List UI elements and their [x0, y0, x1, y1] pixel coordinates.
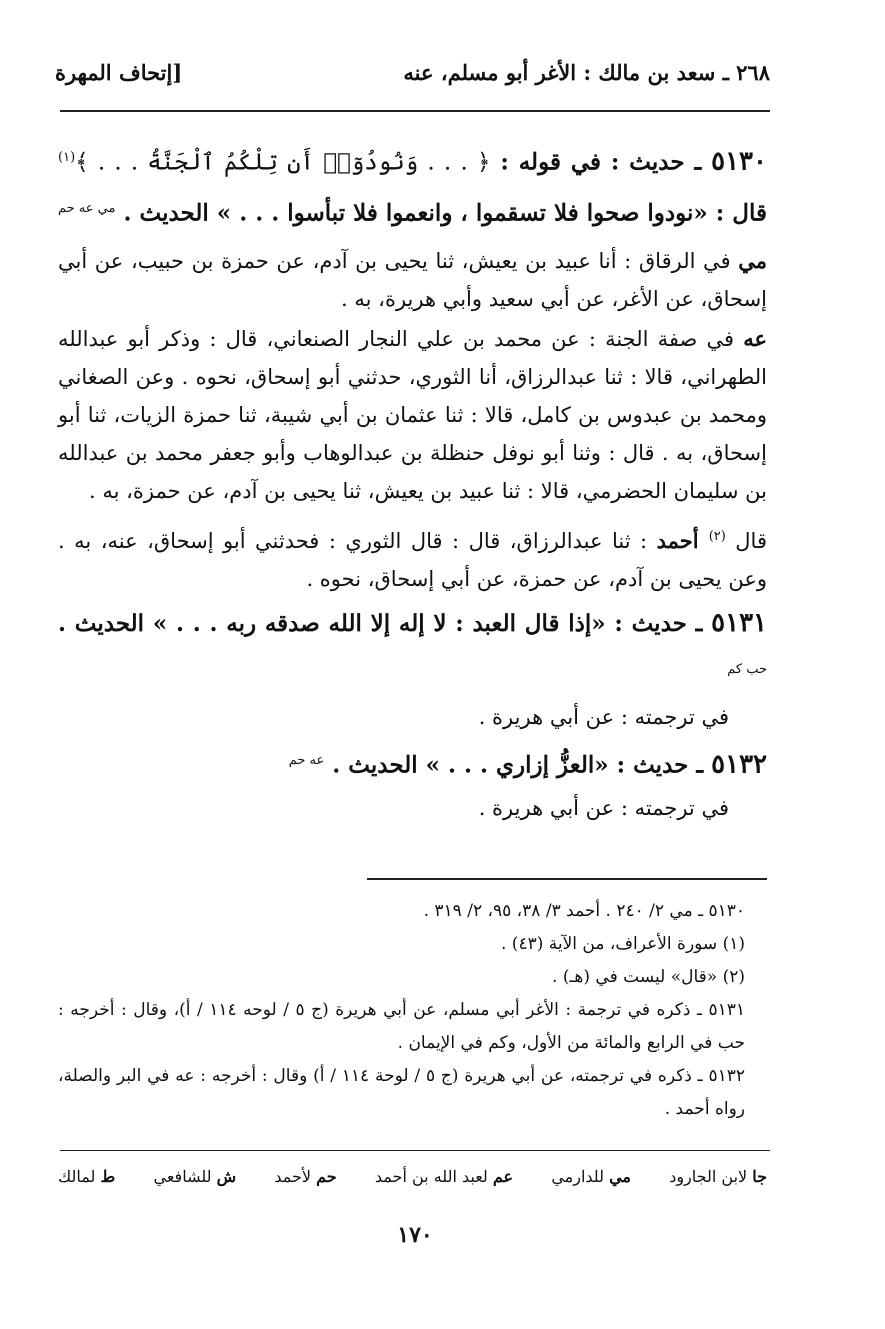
legend-code: حم [316, 1167, 337, 1186]
legend-label: لعبد الله بن أحمد [374, 1167, 493, 1186]
source-code: عه [743, 326, 767, 352]
paragraph-abu-awana [58, 320, 767, 510]
hadith-number: ٥١٣١ [711, 608, 767, 639]
main-text [58, 135, 767, 829]
source-sigla: عه حم [288, 752, 325, 768]
header-book-title: [إتحاف المهرة [55, 60, 183, 85]
hadith-number: ٥١٣٢ [711, 749, 767, 780]
paragraph-text: في صفة الجنة : عن محمد بن علي النجار الصنعاني، قال : وذكر أبو عبدالله الطهراني، قالا : ثنا عبدالرزاق، أنا الثوري، حدثني أبو إسحاق، نحوه . وعن الصغاني ومحمد بن عبدوس بن كامل، قالا : ثنا عثمان بن أبي شيبة، ثنا حمزة الزيات، ثنا أبو إسحاق، به . قال : وثنا أبو نوفل حنظلة بن عبدالوهاب وأبو جعفر محمد بن عبدالله بن سليمان الحضرمي، قالا : ثنا عبيد بن يعيش، ثنا يحيى بن آدم، عن حمزة، به . [58, 327, 767, 504]
page-number: ١٧٠ [397, 1222, 433, 1248]
paragraph-ahmad [58, 518, 767, 598]
legend-label: للدارمي [551, 1167, 610, 1186]
hadith-lead: ـ حديث : في قوله : [490, 148, 712, 176]
abbreviation-legend [58, 1167, 767, 1186]
legend-label: لأحمد [274, 1167, 317, 1186]
paragraph-text: في ترجمته : عن أبي هريرة . [478, 795, 729, 820]
hadith-text: ـ حديث : «العزُّ إزاري . . . » الحديث . [332, 751, 712, 779]
hadith-number: ٥١٣٠ [711, 146, 767, 177]
source-sigla: مي عه حم [57, 200, 116, 216]
legend-item [375, 1167, 513, 1186]
hadith-text: قال : «نودوا صحوا فلا تسقموا ، وانعموا فلا تبأسوا . . . » الحديث . [123, 199, 767, 227]
paragraph-text: : ثنا عبدالرزاق، قال : قال الثوري : فحدثني أبو إسحاق، عنه، به . وعن يحيى بن آدم، عن حمزة، عن أبي إسحاق، نحوه . [58, 529, 767, 592]
legend-item [551, 1167, 631, 1186]
legend-label: لابن الجارود [669, 1167, 753, 1186]
paragraph-5131-source [58, 698, 767, 736]
footnote: (١) سورة الأعراف، من الآية (٤٣) . [500, 934, 745, 954]
legend-code: عم [492, 1167, 514, 1186]
source-code: مي [738, 248, 767, 274]
legend-label: لمالك [58, 1167, 101, 1186]
footnote-ref: (١) [58, 150, 76, 165]
quran-verse: ﴿ . . . وَنُودُوٓا۟ أَن تِلْكُمُ ٱلْجَنَّةُ . . . ﴾ [75, 149, 491, 176]
footnote: ٥١٣١ ـ ذكره في ترجمة : الأغر أبي مسلم، عن أبي هريرة (ج ٥ / لوحه ١١٤ / أ)، وقال : أخرجه : حب في الرابع والمائة من الأول، وكم في الإيمان . [58, 1000, 745, 1053]
legend-code: جا [752, 1167, 767, 1186]
source-sigla: حب كم [727, 662, 767, 678]
legend-item [58, 1167, 115, 1186]
footnote: ٥١٣٠ ـ مي ٢/ ٢٤٠ . أحمد ٣/ ٣٨، ٩٥، ٢/ ٣١٩ . [423, 901, 745, 921]
footnotes [58, 895, 767, 1126]
legend-item [669, 1167, 767, 1186]
footnote-ref: (٢) [708, 529, 726, 545]
legend-code: ش [216, 1167, 237, 1186]
legend-rule [60, 1150, 770, 1151]
paragraph-darimi [58, 242, 767, 318]
legend-code: ط [100, 1167, 116, 1186]
running-header [55, 60, 770, 96]
source-code: أحمد [656, 528, 709, 554]
paragraph-text: في الرقاق : أنا عبيد بن يعيش، ثنا يحيى بن آدم، عن حمزة بن حبيب، عن أبي إسحاق، عن الأغر، عن أبي سعيد وأبي هريرة، به . [58, 249, 767, 312]
legend-code: مي [609, 1167, 631, 1186]
hadith-5132 [58, 738, 767, 789]
footnote: ٥١٣٢ ـ ذكره في ترجمته، عن أبي هريرة (ج ٥ / لوحة ١١٤ / أ) وقال : أخرجه : عه في البر والصلة، رواه أحمد . [58, 1066, 745, 1119]
legend-label: للشافعي [153, 1167, 217, 1186]
paragraph-text: في ترجمته : عن أبي هريرة . [478, 704, 729, 729]
footnote-rule [367, 878, 767, 880]
hadith-5131 [58, 600, 767, 698]
legend-item [154, 1167, 237, 1186]
header-title: ٢٦٨ ـ سعد بن مالك : الأغر أبو مسلم، عنه [403, 60, 770, 85]
hadith-5130 [58, 135, 767, 236]
hadith-text: ـ حديث : «إذا قال العبد : لا إله إلا الله صدقه ربه . . . » الحديث . [58, 610, 712, 638]
paragraph-prefix: قال [725, 529, 767, 554]
legend-item [274, 1167, 336, 1186]
header-rule [60, 110, 770, 112]
footnote: (٢) «قال» ليست في (هـ) . [552, 967, 745, 987]
paragraph-5132-source [58, 789, 767, 827]
